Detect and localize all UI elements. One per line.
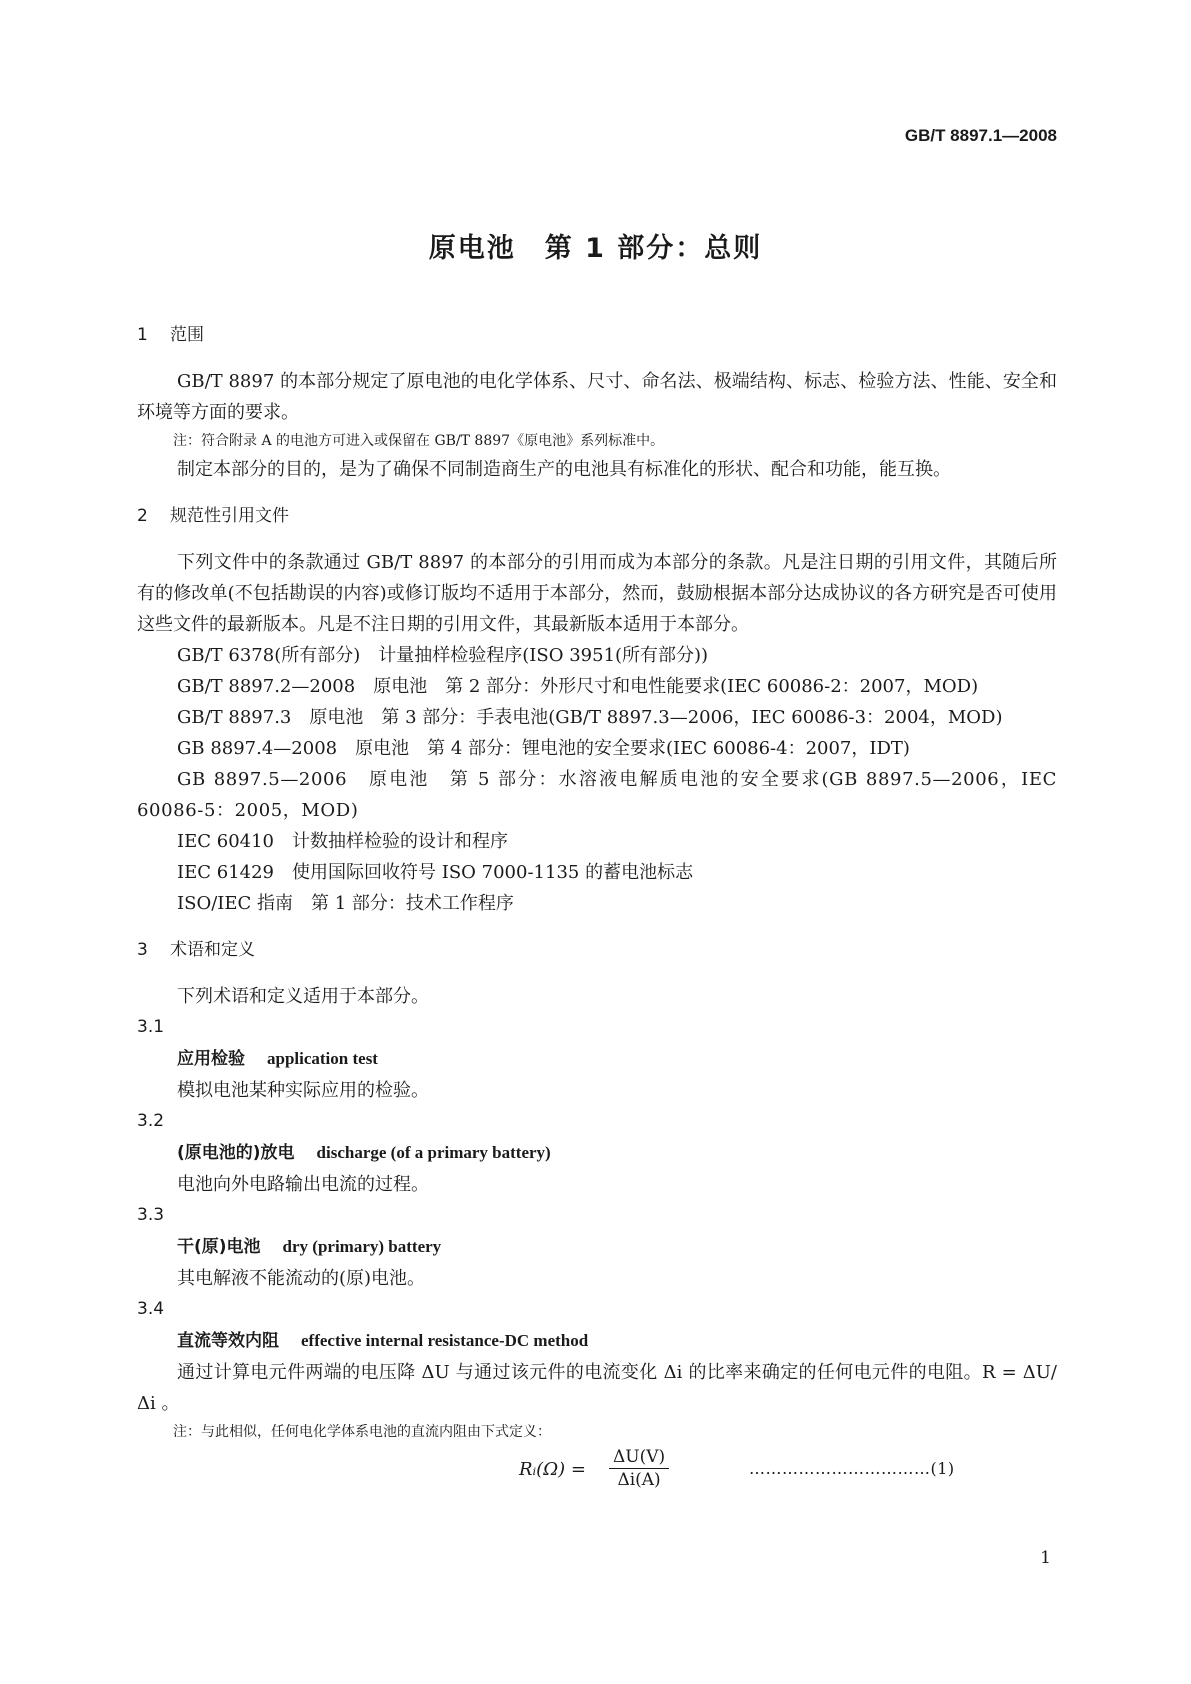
reference-code: IEC 61429 [177, 862, 275, 883]
term-number: 3.4 [137, 1299, 165, 1319]
page-number: 1 [1040, 1548, 1051, 1568]
reference-item [137, 826, 1057, 857]
reference-title: 第 1 部分：技术工作程序 [311, 893, 514, 914]
reference-item [137, 671, 1057, 702]
standard-code: GB/T 8897.1—2008 [904, 126, 1057, 145]
term-name [137, 1325, 1057, 1357]
reference-item [137, 888, 1057, 919]
reference-title: 原电池 第 3 部分：手表电池(GB/T 8897.3—2006，IEC 60086-3：2004，MOD) [309, 707, 1003, 728]
reference-title: 计数抽样检验的设计和程序 [292, 831, 509, 852]
formula-number: ……………………………(1) [749, 1459, 955, 1478]
reference-item [137, 640, 1057, 671]
section-2-heading [137, 499, 1057, 533]
document-body [137, 318, 1057, 1499]
section-1-heading [137, 318, 1057, 352]
reference-code: GB/T 8897.3 [177, 707, 292, 728]
section-number: 3 [137, 940, 148, 960]
reference-title: 原电池 第 2 部分：外形尺寸和电性能要求(IEC 60086-2：2007，MOD) [373, 676, 979, 697]
term-name-zh: 干(原)电池 [177, 1237, 261, 1257]
term-name-en: effective internal resistance-DC method [301, 1331, 589, 1350]
section-title: 范围 [170, 325, 204, 345]
section-title: 术语和定义 [170, 940, 255, 960]
reference-title: 原电池 第 4 部分：锂电池的安全要求(IEC 60086-4：2007，IDT) [355, 738, 910, 759]
term-note: 注：与此相似，任何电化学体系电池的直流内阻由下式定义： [173, 1424, 551, 1440]
purpose-paragraph: 制定本部分的目的，是为了确保不同制造商生产的电池具有标准化的形状、配合和功能，能互换。 [177, 459, 951, 480]
term-name-zh: (原电池的)放电 [177, 1143, 295, 1163]
reference-code: GB/T 6378(所有部分) [177, 645, 361, 666]
term-name-en: discharge (of a primary battery) [316, 1143, 551, 1162]
reference-code: GB/T 8897.2—2008 [177, 676, 356, 697]
reference-code: GB 8897.4—2008 [177, 738, 338, 759]
normative-references-intro: 下列文件中的条款通过 GB/T 8897 的本部分的引用而成为本部分的条款。凡是注日期的引用文件，其随后所有的修改单(不包括勘误的内容)或修订版均不适用于本部分，然而，鼓励根据本部分达成协议的各方研究是否可使用这些文件的最新版本。凡是不注日期的引用文件，其最新版本适用于本部分。 [137, 552, 1057, 635]
section-title: 规范性引用文件 [170, 506, 289, 526]
term-number: 3.3 [137, 1205, 165, 1225]
formula-denominator: Δi(A) [617, 1470, 661, 1490]
reference-item [137, 733, 1057, 764]
term-number: 3.2 [137, 1111, 165, 1131]
reference-title: 使用国际回收符号 ISO 7000-1135 的蓄电池标志 [292, 862, 694, 883]
scope-note: 注：符合附录 A 的电池方可进入或保留在 GB/T 8897《原电池》系列标准中。 [173, 433, 665, 449]
section-number: 2 [137, 506, 148, 526]
document-title: 原电池 第 1 部分：总则 [428, 233, 763, 264]
terms-intro: 下列术语和定义适用于本部分。 [177, 986, 429, 1007]
section-3-heading [137, 933, 1057, 967]
reference-item [137, 702, 1057, 733]
reference-code: ISO/IEC 指南 [177, 893, 294, 914]
formula-numerator: ΔU(V) [609, 1447, 669, 1469]
reference-code: IEC 60410 [177, 831, 275, 852]
term-definition: 模拟电池某种实际应用的检验。 [177, 1080, 429, 1101]
reference-title: 原电池 第 5 部分：水溶液电解质电池的安全要求(GB 8897.5—2006，IEC 60086-5：2005，MOD) [137, 769, 1057, 821]
term-name-en: dry (primary) battery [282, 1237, 442, 1256]
term-name [137, 1043, 1057, 1075]
reference-item [137, 857, 1057, 888]
term-number: 3.1 [137, 1017, 165, 1037]
section-number: 1 [137, 325, 148, 345]
reference-code: GB 8897.5—2006 [177, 769, 348, 790]
term-name [137, 1231, 1057, 1263]
term-definition: 其电解液不能流动的(原)电池。 [177, 1268, 426, 1289]
scope-paragraph: GB/T 8897 的本部分规定了原电池的电化学体系、尺寸、命名法、极端结构、标志、检验方法、性能、安全和环境等方面的要求。 [137, 371, 1057, 423]
term-name-en: application test [267, 1049, 378, 1068]
term-definition: 通过计算电元件两端的电压降 ΔU 与通过该元件的电流变化 Δi 的比率来确定的任何电元件的电阻。R = ΔU/Δi 。 [137, 1362, 1057, 1414]
term-name [137, 1137, 1057, 1169]
formula-1 [137, 1447, 1057, 1499]
term-name-zh: 应用检验 [177, 1049, 245, 1069]
formula-fraction [609, 1447, 669, 1490]
reference-item [137, 764, 1057, 826]
term-name-zh: 直流等效内阻 [177, 1331, 279, 1351]
formula-lhs: Rᵢ(Ω) = [519, 1459, 586, 1480]
term-definition: 电池向外电路输出电流的过程。 [177, 1174, 429, 1195]
reference-title: 计量抽样检验程序(ISO 3951(所有部分)) [378, 645, 709, 666]
